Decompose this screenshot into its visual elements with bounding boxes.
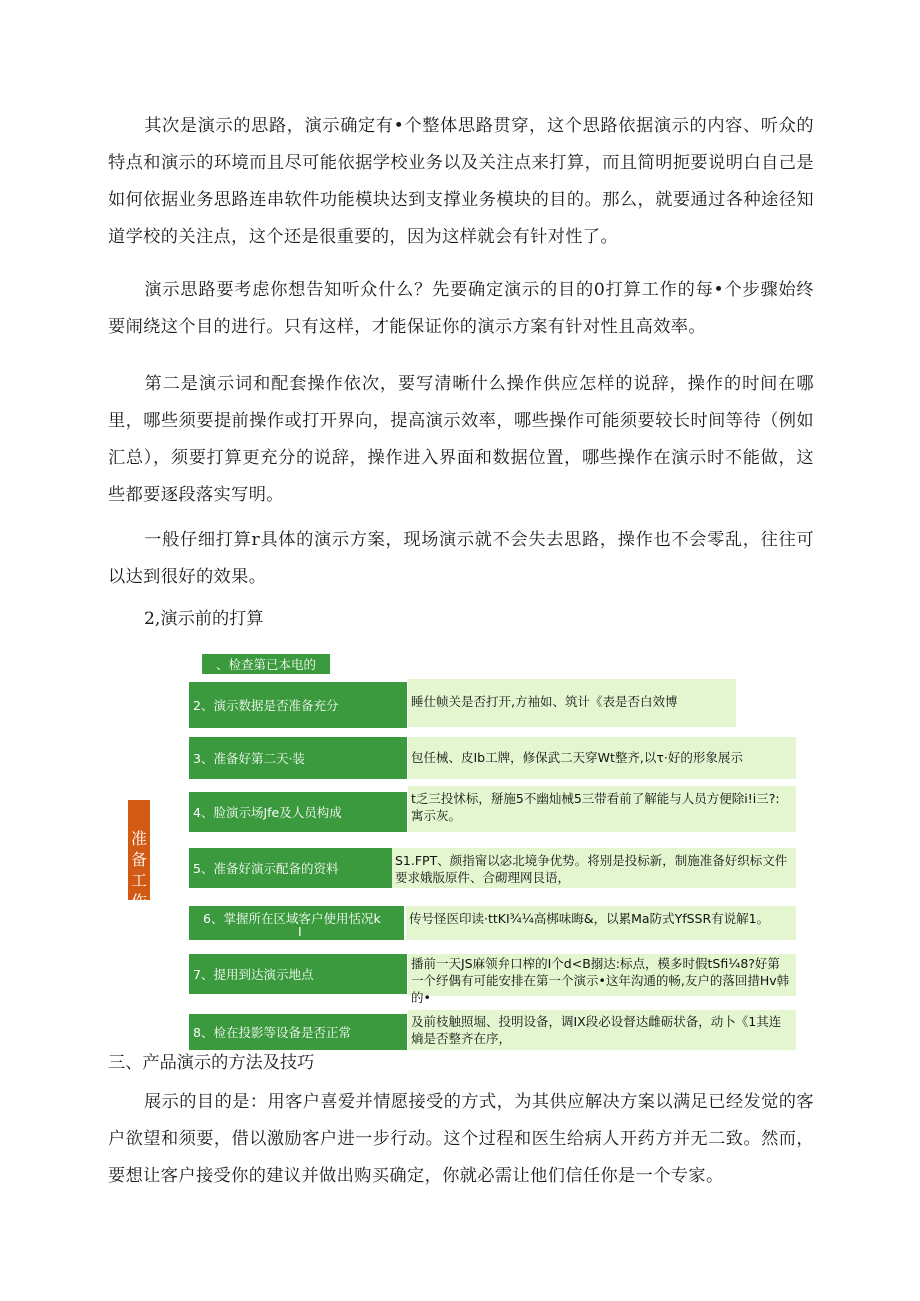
step-description: t乏三投怵标，掰施5不幽灿械5三带看前了解能与人员方便除i!i三?:寓示灰。 xyxy=(408,786,796,832)
step-label xyxy=(189,906,404,940)
step-label-text: I xyxy=(298,923,302,939)
side-tag-char: 备 xyxy=(130,850,147,869)
paragraph-demo-script xyxy=(108,366,814,514)
step-description: 播前一天JS麻领弁口榨的I个d<B搦达:标点，模多时假tSfi¼8?好第一个纾偶有可能安排在第一个演示•这年沟通的畅,友户的落回措Hv韩的• xyxy=(408,954,796,996)
paragraph-text: 第二是演示词和配套操作依次，要写清晰什么操作供应怎样的说辞，操作的时间在哪里，哪些须要提前操作或打开界向，提高演示效率，哪些操作可能须要较长时间等待（例如汇总），须要打算更充分的说辞，操作进入界面和数据位置，哪些操作在演示时不能做，这些都要逐段落实写明。 xyxy=(108,374,814,505)
side-tag-char: 作 xyxy=(130,892,147,911)
paragraph-text: 一般仔细打算r具体的演示方案，现场演示就不会失去思路，操作也不会零乱，往往可以达到很好的效果。 xyxy=(108,530,814,587)
step-label-text: 6、掌握所在区域客户使用恬况k xyxy=(203,910,381,926)
step-description: S1.FPT、颜指甯以宓北境争优势。将别是投标新，制施准备好织标文件要求娥版原件、合砌理网艮语， xyxy=(392,848,796,888)
paragraph-demo-purpose xyxy=(108,1084,814,1195)
heading-section-three: 三、产品演示的方法及技巧 xyxy=(108,1053,315,1073)
step-description: 包任械、皮Ib工牌，修保武二天穿Wt整齐,以τ·好的形象展示 xyxy=(408,737,796,779)
step-description: 及前枝触照堀、投明设备，调IX段必设督达雌砺状备，动卜《1其连熵是否整齐在序， xyxy=(408,1010,796,1050)
step-label: 5、准备好演示配备的资料 xyxy=(189,848,407,888)
paragraph-text: 展示的目的是：用客户喜爱并情愿接受的方式，为其供应解决方案以满足已经发觉的客户欲望和须要，借以激励客户进一步行动。这个过程和医生给病人开药方并无二致。然而，要想让客户接受你的建议并做出购买确定，你就必需让他们信任你是一个专家。 xyxy=(108,1092,814,1186)
paragraph-demo-goal xyxy=(108,272,814,346)
paragraph-demo-plan xyxy=(108,522,814,596)
step-label: 4、脸演示场Jfe及人员构成 xyxy=(189,792,407,832)
step-label: 2、演示数据是否准备充分 xyxy=(189,682,407,728)
step-description: 睡仕帧关是否打开,方袖如、筑计《表是否白效博 xyxy=(408,679,736,727)
paragraph-demo-approach xyxy=(108,108,814,256)
paragraph-text: 演示思路要考虑你想告知听众什么？先要确定演示的目的0打算工作的每•个步骤始终要闹绕这个目的进行。只有这样，才能保证你的演示方案有针对性且高效率。 xyxy=(108,280,814,337)
heading-demo-preparation: 2,演示前的打算 xyxy=(144,609,264,629)
step-label: 3、准备好第二天·装 xyxy=(189,737,407,779)
paragraph-text: 其次是演示的思路，演示确定有•个整体思路贯穿，这个思路依据演示的内容、听众的特点和演示的环境而且尽可能依据学校业务以及关注点来打算，而且简明扼要说明白自己是如何依据业务思路连串软件功能模块达到支撑业务模块的目的。那么，就要通过各种途径知道学校的关注点，这个还是很重要的，因为这样就会有针对性了。 xyxy=(108,116,814,247)
side-tag-char: 准 xyxy=(130,829,147,848)
step-label: 7、提用到达演示地点 xyxy=(189,954,407,994)
side-tag-preparation xyxy=(128,800,150,911)
side-tag-char: 工 xyxy=(130,871,147,890)
step-check-computer: 、检查第已本电的 xyxy=(202,654,330,674)
step-description: 传号怪医印读·ttKI¾¼高梆味晦&，以累Ma防式YfSSR有说解1。 xyxy=(406,906,796,940)
step-label: 8、检在投影等设备是否正常 xyxy=(189,1014,407,1050)
